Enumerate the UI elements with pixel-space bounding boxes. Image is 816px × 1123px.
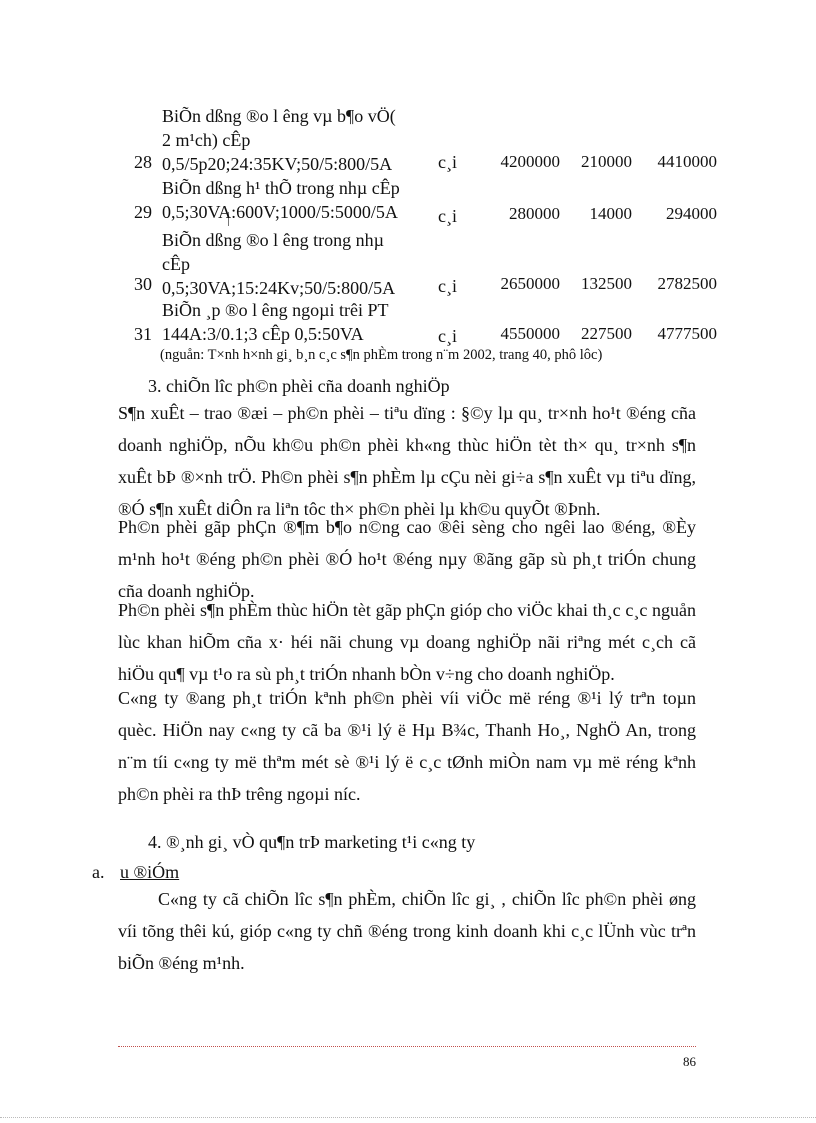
footer-divider [118, 1046, 696, 1047]
description-line: 144A:3/0.1;3 cÊp 0,5:50VA [162, 324, 364, 344]
row-price: 280000 [509, 204, 560, 223]
row-number: 30 [134, 274, 152, 294]
description-line: BiÕn dßng h¹ thÕ trong nhµ cÊp [162, 178, 400, 198]
row-price: 4200000 [500, 152, 560, 171]
row-total: 4777500 [657, 324, 717, 343]
table-row [0, 298, 816, 346]
row-unit: c¸i [438, 326, 457, 346]
row-unit: c¸i [438, 276, 457, 296]
description-line: 0,5;30VA:600V;1000/5:5000/5A [162, 202, 398, 222]
paragraph: C«ng ty ®ang ph¸t triÓn kªnh ph©n phèi víi viÖc më réng ®¹i lý trªn toµn quèc. HiÖn nay c«ng ty cã ba ®¹i lý ë Hµ B¾c, Thanh Ho¸, NghÖ An, trong n¨m tíi c«ng ty më thªm mét sè ®¹i lý ë c¸c tØnh miÒn nam vµ më réng kªnh ph©n phèi ra thÞ trêng ngoµi níc. [118, 688, 696, 804]
subsection-label: a. [92, 862, 105, 882]
row-vat: 210000 [581, 152, 632, 171]
row-description [162, 200, 432, 224]
row-vat: 132500 [581, 274, 632, 293]
description-line: BiÕn dßng ®o l êng trong nhµ [162, 230, 385, 250]
row-unit: c¸i [438, 152, 457, 172]
description-line: BiÕn dßng ®o l êng vµ b¶o vÖ( [162, 106, 396, 126]
paragraph: Ph©n phèi s¶n phÈm thùc hiÖn tèt gãp phÇn gióp cho viÖc khai th¸c c¸c nguån lùc khan hiÕm cña x· héi nãi chung vµ doang nghiÖp nãi riªng mét c¸ch cã hiÖu qu¶ vµ t¹o ra sù ph¸t triÓn nhanh bÒn v÷ng cho doanh nghiÖp. [118, 600, 696, 684]
row-price: 4550000 [500, 324, 560, 343]
row-price: 2650000 [500, 274, 560, 293]
description-line: 0,5/5p20;24:35KV;50/5:800/5A [162, 154, 393, 174]
section-3-heading: 3. chiÕn lîc ph©n phèi cña doanh nghiÖp [148, 376, 450, 396]
row-description [162, 298, 432, 346]
row-vat: 227500 [581, 324, 632, 343]
description-line: 2 m¹ch) cÊp [162, 130, 251, 150]
row-description [162, 152, 432, 200]
table-row [0, 228, 816, 300]
row-unit: c¸i [438, 206, 457, 226]
row-number: 29 [134, 202, 152, 222]
description-line: cÊp [162, 254, 190, 274]
row-description [162, 104, 432, 152]
page-bottom-edge [0, 1117, 816, 1118]
description-line: BiÕn ¸p ®o l êng ngoµi trêi PT [162, 300, 389, 320]
row-total: 294000 [666, 204, 717, 223]
paragraph: C«ng ty cã chiÕn lîc s¶n phÈm, chiÕn lîc gi¸ , chiÕn lîc ph©n phèi øng víi tõng thêi kú, gióp c«ng ty chñ ®éng trong kinh doanh khi c¸c lÜnh vùc trªn biÕn ®éng m¹nh. [118, 889, 696, 973]
row-number: 28 [134, 152, 152, 172]
row-total: 4410000 [657, 152, 717, 171]
subsection-heading: u ®iÓm [120, 862, 180, 882]
row-vat: 14000 [589, 204, 632, 223]
row-description [162, 228, 432, 300]
paragraph: S¶n xuÊt – trao ®æi – ph©n phèi – tiªu dïng : §©y lµ qu¸ tr×nh ho¹t ®éng cña doanh nghiÖp, nÕu kh©u ph©n phèi kh«ng thùc hiÖn tèt th× qu¸ tr×nh s¶n xuÊt bÞ ®×nh trÖ. Ph©n phèi s¶n phÈm lµ cÇu nèi gi÷a s¶n xuÊt vµ tiªu dïng, ®Ó s¶n xuÊt diÔn ra liªn tôc th× ph©n phèi lµ kh©u quyÕt ®Þnh. [118, 403, 696, 519]
paragraph: Ph©n phèi gãp phÇn ®¶m b¶o n©ng cao ®êi sèng cho ngêi lao ®éng, ®Èy m¹nh ho¹t ®éng ph©n phèi ®Ó ho¹t ®éng nµy ®ãng gãp sù ph¸t triÓn chung cña doanh nghiÖp. [118, 517, 696, 601]
description-line: 0,5;30VA;15:24Kv;50/5:800/5A [162, 278, 396, 298]
row-number: 31 [134, 324, 152, 344]
page-number: 86 [683, 1054, 696, 1069]
row-total: 2782500 [657, 274, 717, 293]
table-source-note: (nguån: T×nh h×nh gi¸ b¸n c¸c s¶n phÈm trong n¨m 2002, trang 40, phô lôc) [160, 347, 603, 363]
section-4-heading: 4. ®¸nh gi¸ vÒ qu¶n trÞ marketing t¹i c«ng ty [148, 832, 476, 852]
